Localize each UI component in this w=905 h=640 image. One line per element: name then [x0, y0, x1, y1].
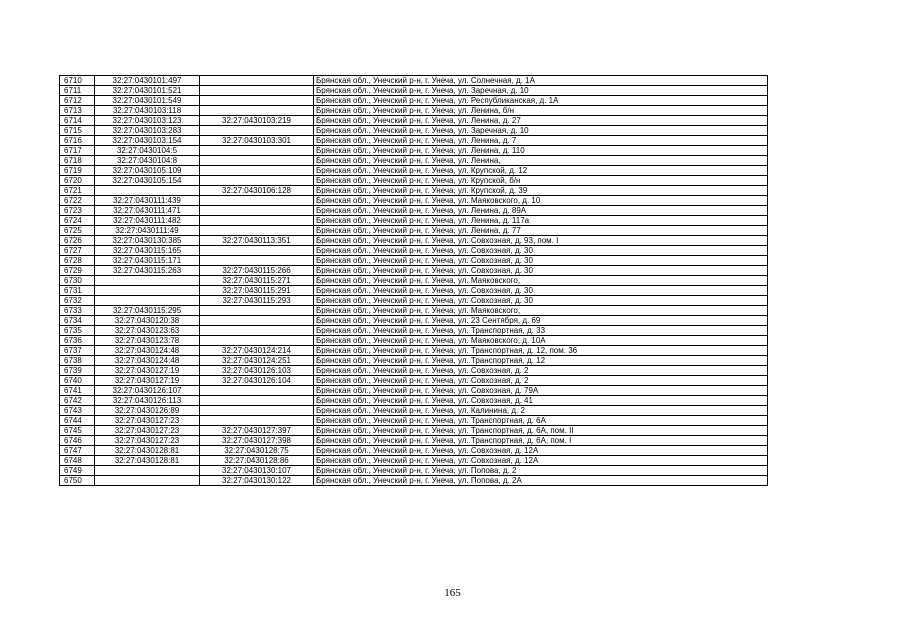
cadastral-number-secondary-cell [200, 166, 314, 176]
cadastral-number-secondary-cell [200, 336, 314, 346]
cadastral-number-secondary-cell: 32:27:0430106:128 [200, 186, 314, 196]
row-number-cell: 6716 [60, 136, 95, 146]
row-number-cell: 6729 [60, 266, 95, 276]
row-number-cell: 6712 [60, 96, 95, 106]
table-row [60, 76, 768, 86]
row-number-cell: 6742 [60, 396, 95, 406]
table-row [60, 226, 768, 236]
cadastral-number-secondary-cell: 32:27:0430115:293 [200, 296, 314, 306]
cadastral-number-cell [95, 276, 200, 286]
row-number-cell: 6732 [60, 296, 95, 306]
table-row [60, 126, 768, 136]
cadastral-number-cell [95, 186, 200, 196]
cadastral-number-cell: 32:27:0430101:521 [95, 86, 200, 96]
row-number-cell: 6746 [60, 436, 95, 446]
table-row [60, 256, 768, 266]
cadastral-number-cell: 32:27:0430127:23 [95, 426, 200, 436]
table-row [60, 396, 768, 406]
address-cell: Брянская обл., Унечский р-н, г. Унеча, ул. Крупской, д. 39 [314, 186, 768, 196]
address-cell: Брянская обл., Унечский р-н, г. Унеча, ул. Ленина, д. 117а [314, 216, 768, 226]
row-number-cell: 6743 [60, 406, 95, 416]
cadastral-number-cell: 32:27:0430104:5 [95, 146, 200, 156]
cadastral-number-cell: 32:27:0430111:439 [95, 196, 200, 206]
cadastral-number-secondary-cell [200, 406, 314, 416]
cadastral-number-cell: 32:27:0430101:497 [95, 76, 200, 86]
address-cell: Брянская обл., Унечский р-н, г. Унеча, ул. Маяковского, д. 10А [314, 336, 768, 346]
cadastral-number-secondary-cell: 32:27:0430130:122 [200, 476, 314, 486]
address-cell: Брянская обл., Унечский р-н, г. Унеча, ул. Транспортная, д. 6А [314, 416, 768, 426]
cadastral-number-cell: 32:27:0430126:89 [95, 406, 200, 416]
table-row [60, 156, 768, 166]
cadastral-number-cell: 32:27:0430111:482 [95, 216, 200, 226]
address-cell: Брянская обл., Унечский р-н, г. Унеча, ул. Транспортная, д. 6А, пом. II [314, 426, 768, 436]
cadastral-number-secondary-cell: 32:27:0430124:214 [200, 346, 314, 356]
cadastral-number-secondary-cell: 32:27:0430130:107 [200, 466, 314, 476]
cadastral-number-cell: 32:27:0430103:118 [95, 106, 200, 116]
cadastral-number-cell: 32:27:0430128:81 [95, 456, 200, 466]
address-cell: Брянская обл., Унечский р-н, г. Унеча, ул. Совхозная, д. 30 [314, 296, 768, 306]
cadastral-number-cell: 32:27:0430126:107 [95, 386, 200, 396]
address-cell: Брянская обл., Унечский р-н, г. Унеча, ул. Заречная, д. 10 [314, 126, 768, 136]
address-cell: Брянская обл., Унечский р-н, г. Унеча, ул. Совхозная, д. 2 [314, 366, 768, 376]
cadastral-number-cell: 32:27:0430111:471 [95, 206, 200, 216]
table-row [60, 186, 768, 196]
address-cell: Брянская обл., Унечский р-н, г. Унеча, ул. Попова, д. 2 [314, 466, 768, 476]
table-row [60, 106, 768, 116]
cadastral-number-secondary-cell: 32:27:0430128:86 [200, 456, 314, 466]
cadastral-number-cell: 32:27:0430124:48 [95, 356, 200, 366]
cadastral-number-secondary-cell: 32:27:0430103:219 [200, 116, 314, 126]
address-cell: Брянская обл., Унечский р-н, г. Унеча, ул. Совхозная, д. 41 [314, 396, 768, 406]
address-cell: Брянская обл., Унечский р-н, г. Унеча, ул. Попова, д. 2А [314, 476, 768, 486]
address-cell: Брянская обл., Унечский р-н, г. Унеча, ул. Транспортная, д. 12 [314, 356, 768, 366]
cadastral-number-secondary-cell [200, 86, 314, 96]
table-row [60, 166, 768, 176]
address-cell: Брянская обл., Унечский р-н, г. Унеча, ул. Совхозная, д. 12А [314, 446, 768, 456]
cadastral-number-cell: 32:27:0430127:23 [95, 416, 200, 426]
row-number-cell: 6734 [60, 316, 95, 326]
table-row [60, 356, 768, 366]
table-row [60, 406, 768, 416]
row-number-cell: 6728 [60, 256, 95, 266]
address-cell: Брянская обл., Унечский р-н, г. Унеча, ул. Совхозная, д. 30 [314, 256, 768, 266]
table-row [60, 296, 768, 306]
cadastral-number-secondary-cell [200, 226, 314, 236]
table-row [60, 246, 768, 256]
cadastral-number-cell: 32:27:0430115:263 [95, 266, 200, 276]
table-row [60, 366, 768, 376]
cadastral-number-cell [95, 286, 200, 296]
address-cell: Брянская обл., Унечский р-н, г. Унеча, ул. Совхозная, д. 30 [314, 266, 768, 276]
cadastral-number-secondary-cell: 32:27:0430126:104 [200, 376, 314, 386]
table-row [60, 346, 768, 356]
table-row [60, 456, 768, 466]
cadastral-number-secondary-cell: 32:27:0430124:251 [200, 356, 314, 366]
address-cell: Брянская обл., Унечский р-н, г. Унеча, ул. Транспортная, д. 33 [314, 326, 768, 336]
table-row [60, 316, 768, 326]
cadastral-number-cell: 32:27:0430127:19 [95, 376, 200, 386]
address-cell: Брянская обл., Унечский р-н, г. Унеча, ул. Солнечная, д. 1А [314, 76, 768, 86]
address-cell: Брянская обл., Унечский р-н, г. Унеча, ул. 23 Сентября, д. 69 [314, 316, 768, 326]
row-number-cell: 6719 [60, 166, 95, 176]
row-number-cell: 6711 [60, 86, 95, 96]
cadastral-number-cell: 32:27:0430103:123 [95, 116, 200, 126]
address-cell: Брянская обл., Унечский р-н, г. Унеча, ул. Республиканская, д. 1А [314, 96, 768, 106]
address-cell: Брянская обл., Унечский р-н, г. Унеча, ул. Совхозная, д. 12А [314, 456, 768, 466]
cadastral-number-cell: 32:27:0430120:38 [95, 316, 200, 326]
row-number-cell: 6724 [60, 216, 95, 226]
cadastral-number-secondary-cell [200, 316, 314, 326]
cadastral-number-secondary-cell [200, 156, 314, 166]
cadastral-number-cell: 32:27:0430127:23 [95, 436, 200, 446]
row-number-cell: 6713 [60, 106, 95, 116]
table-row [60, 96, 768, 106]
cadastral-number-cell: 32:27:0430126:113 [95, 396, 200, 406]
row-number-cell: 6731 [60, 286, 95, 296]
cadastral-number-secondary-cell [200, 396, 314, 406]
address-cell: Брянская обл., Унечский р-н, г. Унеча, ул. Ленина, д. 110 [314, 146, 768, 156]
row-number-cell: 6747 [60, 446, 95, 456]
table-row [60, 286, 768, 296]
row-number-cell: 6710 [60, 76, 95, 86]
cadastral-number-cell: 32:27:0430127:19 [95, 366, 200, 376]
page-number: 165 [444, 587, 461, 599]
row-number-cell: 6741 [60, 386, 95, 396]
row-number-cell: 6720 [60, 176, 95, 186]
cadastral-number-secondary-cell: 32:27:0430126:103 [200, 366, 314, 376]
table-row [60, 146, 768, 156]
address-cell: Брянская обл., Унечский р-н, г. Унеча, ул. Маяковского, [314, 306, 768, 316]
address-cell: Брянская обл., Унечский р-н, г. Унеча, ул. Совхозная, д. 79А [314, 386, 768, 396]
address-cell: Брянская обл., Унечский р-н, г. Унеча, ул. Ленина, д. 27 [314, 116, 768, 126]
cadastral-number-cell: 32:27:0430101:549 [95, 96, 200, 106]
address-cell: Брянская обл., Унечский р-н, г. Унеча, ул. Калинина, д. 2 [314, 406, 768, 416]
row-number-cell: 6725 [60, 226, 95, 236]
registry-table [59, 75, 768, 486]
cadastral-number-secondary-cell: 32:27:0430103:301 [200, 136, 314, 146]
row-number-cell: 6715 [60, 126, 95, 136]
cadastral-number-cell: 32:27:0430104:8 [95, 156, 200, 166]
cadastral-number-cell: 32:27:0430103:154 [95, 136, 200, 146]
cadastral-number-secondary-cell [200, 196, 314, 206]
address-cell: Брянская обл., Унечский р-н, г. Унеча, ул. Крупской, д. 12 [314, 166, 768, 176]
row-number-cell: 6749 [60, 466, 95, 476]
table-row [60, 116, 768, 126]
cadastral-number-cell: 32:27:0430111:49 [95, 226, 200, 236]
address-cell: Брянская обл., Унечский р-н, г. Унеча, ул. Совхозная, д. 30 [314, 286, 768, 296]
row-number-cell: 6714 [60, 116, 95, 126]
cadastral-number-cell [95, 466, 200, 476]
cadastral-number-cell: 32:27:0430124:48 [95, 346, 200, 356]
table-row [60, 476, 768, 486]
row-number-cell: 6740 [60, 376, 95, 386]
row-number-cell: 6718 [60, 156, 95, 166]
row-number-cell: 6726 [60, 236, 95, 246]
table-row [60, 436, 768, 446]
cadastral-number-secondary-cell: 32:27:0430115:266 [200, 266, 314, 276]
row-number-cell: 6737 [60, 346, 95, 356]
table-row [60, 236, 768, 246]
cadastral-number-cell [95, 476, 200, 486]
table-row [60, 426, 768, 436]
cadastral-number-secondary-cell [200, 76, 314, 86]
cadastral-number-secondary-cell [200, 126, 314, 136]
cadastral-number-cell [95, 296, 200, 306]
cadastral-number-secondary-cell: 32:27:0430128:75 [200, 446, 314, 456]
table-row [60, 216, 768, 226]
cadastral-number-cell: 32:27:0430115:171 [95, 256, 200, 266]
row-number-cell: 6727 [60, 246, 95, 256]
row-number-cell: 6738 [60, 356, 95, 366]
row-number-cell: 6735 [60, 326, 95, 336]
row-number-cell: 6723 [60, 206, 95, 216]
address-cell: Брянская обл., Унечский р-н, г. Унеча, ул. Маяковского, [314, 276, 768, 286]
cadastral-number-cell: 32:27:0430105:154 [95, 176, 200, 186]
table-row [60, 266, 768, 276]
cadastral-number-secondary-cell: 32:27:0430127:398 [200, 436, 314, 446]
row-number-cell: 6730 [60, 276, 95, 286]
table-row [60, 176, 768, 186]
row-number-cell: 6744 [60, 416, 95, 426]
table-row [60, 86, 768, 96]
address-cell: Брянская обл., Унечский р-н, г. Унеча, ул. Крупской, б/н [314, 176, 768, 186]
cadastral-number-secondary-cell [200, 246, 314, 256]
cadastral-number-secondary-cell [200, 216, 314, 226]
table-body [60, 76, 768, 486]
address-cell: Брянская обл., Унечский р-н, г. Унеча, ул. Маяковского, д. 10 [314, 196, 768, 206]
cadastral-number-cell: 32:27:0430103:283 [95, 126, 200, 136]
table-row [60, 136, 768, 146]
row-number-cell: 6750 [60, 476, 95, 486]
cadastral-number-secondary-cell [200, 326, 314, 336]
cadastral-number-secondary-cell [200, 206, 314, 216]
cadastral-number-secondary-cell [200, 256, 314, 266]
table-row [60, 336, 768, 346]
cadastral-number-secondary-cell: 32:27:0430115:271 [200, 276, 314, 286]
row-number-cell: 6739 [60, 366, 95, 376]
table-row [60, 466, 768, 476]
address-cell: Брянская обл., Унечский р-н, г. Унеча, ул. Совхозная, д. 2 [314, 376, 768, 386]
table-row [60, 446, 768, 456]
cadastral-number-secondary-cell [200, 96, 314, 106]
row-number-cell: 6733 [60, 306, 95, 316]
cadastral-number-secondary-cell [200, 176, 314, 186]
cadastral-number-secondary-cell [200, 146, 314, 156]
cadastral-number-cell: 32:27:0430115:165 [95, 246, 200, 256]
cadastral-number-secondary-cell [200, 416, 314, 426]
address-cell: Брянская обл., Унечский р-н, г. Унеча, ул. Ленина, д. 77 [314, 226, 768, 236]
address-cell: Брянская обл., Унечский р-н, г. Унеча, ул. Совхозная, д. 30 [314, 246, 768, 256]
address-cell: Брянская обл., Унечский р-н, г. Унеча, ул. Ленина, б/н [314, 106, 768, 116]
row-number-cell: 6722 [60, 196, 95, 206]
address-cell: Брянская обл., Унечский р-н, г. Унеча, ул. Ленина, д. 7 [314, 136, 768, 146]
cadastral-number-cell: 32:27:0430115:295 [95, 306, 200, 316]
table-row [60, 306, 768, 316]
cadastral-number-secondary-cell [200, 106, 314, 116]
table-row [60, 326, 768, 336]
row-number-cell: 6721 [60, 186, 95, 196]
row-number-cell: 6748 [60, 456, 95, 466]
row-number-cell: 6736 [60, 336, 95, 346]
address-cell: Брянская обл., Унечский р-н, г. Унеча, ул. Заречная, д. 10 [314, 86, 768, 96]
row-number-cell: 6717 [60, 146, 95, 156]
address-cell: Брянская обл., Унечский р-н, г. Унеча, ул. Совхозная, д. 93, пом. I [314, 236, 768, 246]
table-row [60, 386, 768, 396]
address-cell: Брянская обл., Унечский р-н, г. Унеча, ул. Транспортная, д. 12, пом. 36 [314, 346, 768, 356]
address-cell: Брянская обл., Унечский р-н, г. Унеча, ул. Транспортная, д. 6А, пом. I [314, 436, 768, 446]
cadastral-number-secondary-cell [200, 306, 314, 316]
cadastral-number-cell: 32:27:0430123:63 [95, 326, 200, 336]
table-row [60, 376, 768, 386]
address-cell: Брянская обл., Унечский р-н, г. Унеча, ул. Ленина, д. 89А [314, 206, 768, 216]
row-number-cell: 6745 [60, 426, 95, 436]
cadastral-number-cell: 32:27:0430128:81 [95, 446, 200, 456]
address-cell: Брянская обл., Унечский р-н, г. Унеча, ул. Ленина, [314, 156, 768, 166]
cadastral-number-secondary-cell: 32:27:0430113:351 [200, 236, 314, 246]
cadastral-number-secondary-cell [200, 386, 314, 396]
table-row [60, 276, 768, 286]
cadastral-number-cell: 32:27:0430130:385 [95, 236, 200, 246]
cadastral-number-cell: 32:27:0430105:109 [95, 166, 200, 176]
table-row [60, 416, 768, 426]
cadastral-number-secondary-cell: 32:27:0430115:291 [200, 286, 314, 296]
cadastral-number-secondary-cell: 32:27:0430127:397 [200, 426, 314, 436]
table-row [60, 206, 768, 216]
table-row [60, 196, 768, 206]
cadastral-number-cell: 32:27:0430123:78 [95, 336, 200, 346]
